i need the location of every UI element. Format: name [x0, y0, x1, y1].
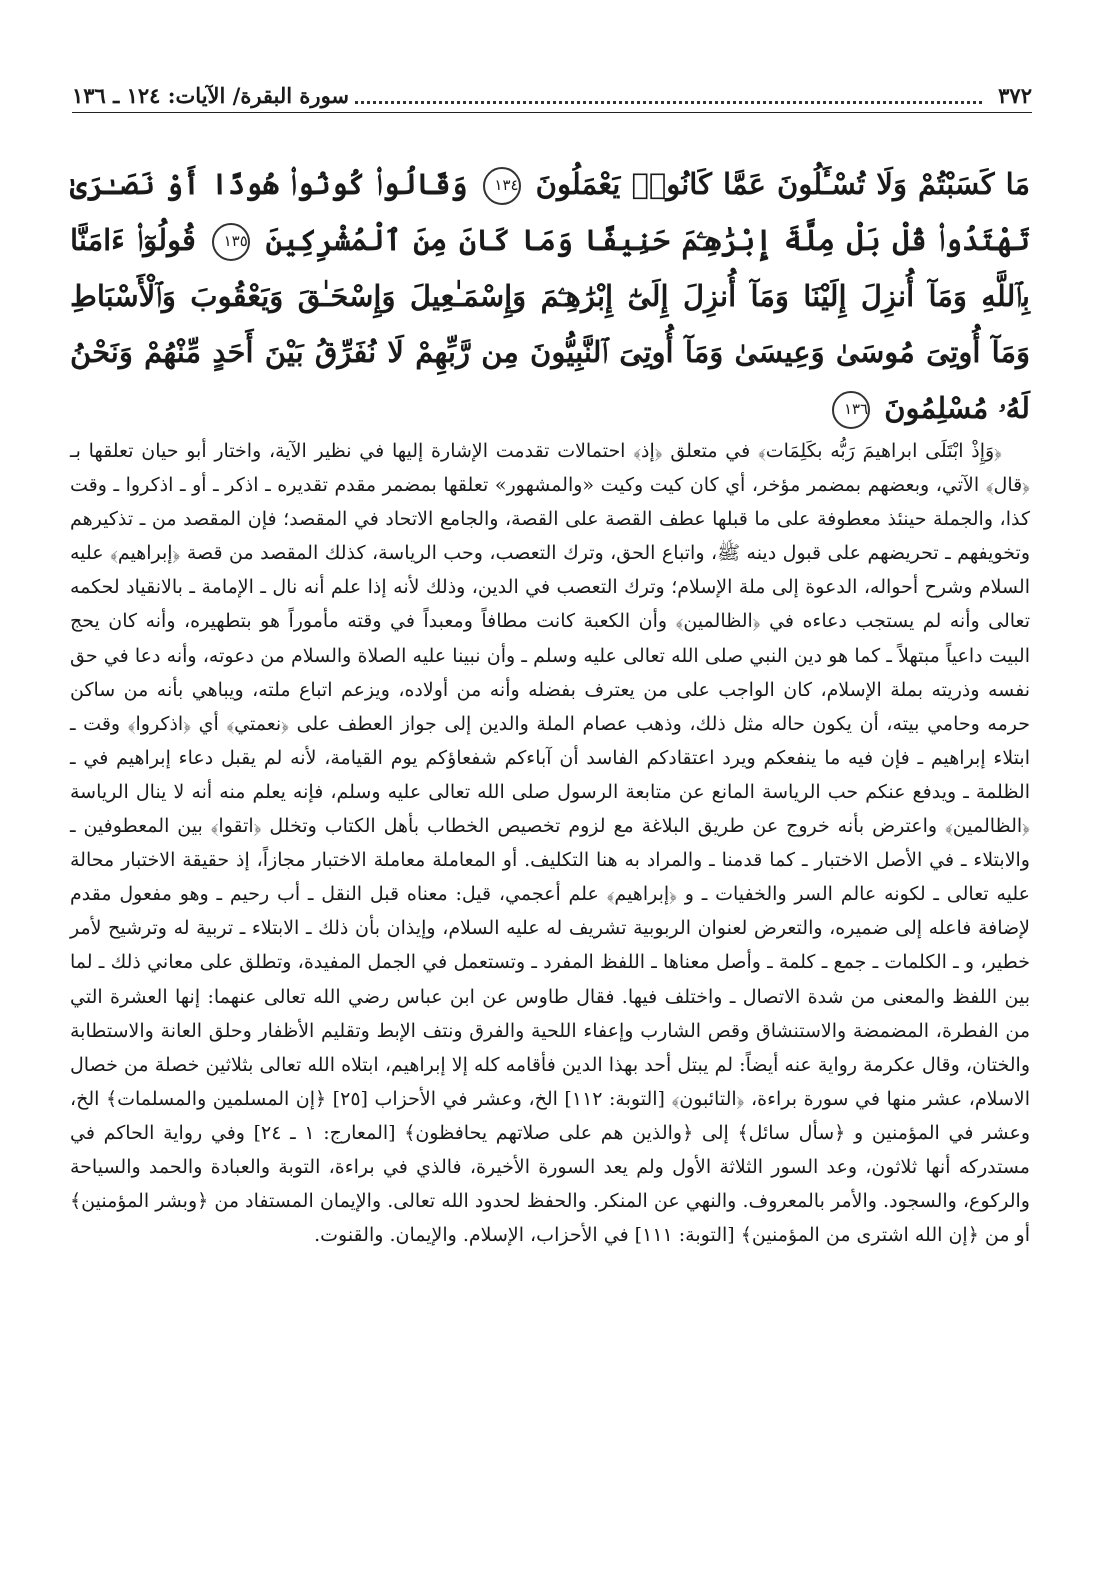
commentary-text	[70, 434, 1030, 1252]
quran-segment: قُولُوٓا۟ ءَامَنَّا بِٱللَّهِ وَمَآ أُنزِلَ إِلَيْنَا وَمَآ أُنزِلَ إِلَىٰٓ إِبْرَٰهِـۧمَ وَإِسْمَـٰعِيلَ وَإِسْحَـٰقَ وَيَعْقُوبَ وَٱلْأَسْبَاطِ وَمَآ أُوتِىَ مُوسَىٰ وَعِيسَىٰ وَمَآ أُوتِىَ ٱلنَّبِيُّونَ مِن رَّبِّهِمْ لَا نُفَرِّقُ بَيْنَ أَحَدٍ مِّنْهُمْ وَنَحْنُ لَهُۥ مُسْلِمُونَ	[70, 223, 1030, 425]
ayah-number-marker: ١٣٥	[212, 223, 250, 261]
commentary-line: مستدركه أنها ثلاثون، وعد السور الثلاثة الأول ولم يعد السورة الأخيرة، فالذي في براءة، التوبة والعبادة والحمد	[148, 1155, 1030, 1178]
quran-segment: مَا كَسَبْتُمْ وَلَا تُسْـَٔلُونَ عَمَّا كَانُوا۟ يَعْمَلُونَ	[535, 167, 1030, 201]
commentary-line: براءة، ﴿التائبون﴾ [التوبة: ١١٢] الخ، وعشر في الأحزاب [٢٥] ﴿إن المسلمين والمسلمات﴾ الخ، وعشر في	[70, 1087, 1031, 1144]
commentary-line: قبل النقل ـ أب رحيم ـ وهو مفعول مقدم لإضافة فاعله إلى ضميره، والتعرض لعنوان الربوبية تشريف له عليه السلام،	[70, 883, 1031, 940]
commentary-line: وتستعمل في الجمل المفيدة، وتطلق على معاني ذلك ـ لما بين اللفظ والمعنى من شدة الاتصال ـ واختلف فيها.	[70, 951, 1030, 1008]
header-dot-leader	[355, 87, 982, 104]
commentary-line: أبو حيان تعلقها بـ ﴿قال﴾ الآتي، وبعضهم بمضمر مؤخر، أي كان كيت وكيت «والمشهور» تعلقها بمضمر مقدم	[70, 440, 1030, 497]
commentary-line: تقديره ـ اذكر ـ أو ـ اذكروا ـ وقت كذا، والجملة حينئذ معطوفة على ما قبلها عطف القصة على القصة، والجامع	[70, 474, 1030, 531]
commentary-paragraph	[70, 434, 1030, 1252]
ayah-number-marker: ١٣٦	[832, 391, 870, 429]
commentary-line: وإيذان بأن ذلك ـ الابتلاء ـ تربية له وترشيح لأمر خطير، و ـ الكلمات ـ جمع ـ كلمة ـ وأصل معناها ـ اللفظ المفرد ـ	[70, 917, 1030, 974]
commentary-line: ﴿وبشر المؤمنين﴾ أو من ﴿إن الله اشترى من المؤمنين﴾ [التوبة: ١١١] في الأحزاب، الإسلام. والإيمان. والقنوت.	[70, 1190, 1030, 1247]
commentary-line: ﴿وَإِذْ ابْتَلَى ابراهيمَ رَبُّه بكَلِمَات﴾ في متعلق ﴿إذ﴾ احتمالات تقدمت الإشارة إليها في نظير الآية، واختار	[214, 440, 1002, 462]
commentary-line: الإسلام، كان الواجب على من يعترف بفضله وأنه من أولاده، ويزعم اتباع ملته، ويباهي بأنه من ساكن حرمه وحامي	[70, 678, 1030, 735]
commentary-line: ـ الظلمة ـ ويدفع عنكم حب الرياسة المانع عن متابعة الرسول صلى الله تعالى عليه وسلم، فإنه يعلم منه أنه لا ينال	[70, 746, 1031, 803]
quran-verses	[70, 156, 1030, 436]
commentary-line: ﴿الظالمين﴾ وأن الكعبة كانت مطافاً ومعبداً في وقته مأموراً هو بتطهيره، وأنه كان يحج البيت داعياً مبتهلاً ـ كما هو	[70, 610, 1031, 667]
header-title: سورة البقرة/ الآيات: ١٢٤ ـ ١٣٦	[72, 82, 350, 108]
commentary-line: التعصب، وحب الرياسة، كذلك المقصد من قصة ﴿إبراهيم﴾ عليه السلام وشرح أحواله، الدعوة إلى ملة الإسلام؛	[70, 542, 1030, 599]
commentary-line: ابتلاء إبراهيم ـ فإن فيه ما ينفعكم ويرد اعتقادكم الفاسد أن آباءكم شفعاؤكم يوم القيامة، لأنه لم يقبل دعاء إبراهيم في	[83, 746, 1031, 769]
commentary-line: المؤمنين و ﴿سأل سائل﴾ إلى ﴿والذين هم على صلاتهم يحافظون﴾ [المعارج: ١ ـ ٢٤] وفي رواية الحاكم في	[70, 1121, 940, 1144]
commentary-line: مجازاً، إذ حقيقة الاختبار محالة عليه تعالى ـ لكونه عالم السر والخفيات ـ و ﴿إبراهيم﴾ علم أعجمي، قيل: معناه	[70, 849, 1031, 906]
ayah-number-marker: ١٣٤	[483, 167, 521, 205]
commentary-line: وترك التعصب في الدين، وذلك لأنه إذا علم أنه نال ـ الإمامة ـ بالانقياد لحكمه تعالى وأنه لم يستجب دعاءه في	[70, 576, 1030, 633]
commentary-line: الاتحاد في المقصد؛ فإن المقصد من ـ تذكيرهم وتخويفهم ـ تحريضهم على قبول دينه ﷺ، واتباع الحق، وترك	[70, 508, 1030, 565]
commentary-line: الرياسة ﴿الظالمين﴾ واعترض بأنه خروج عن طريق البلاغة مع لزوم تخصيص الخطاب بأهل الكتاب وتخلل ﴿اتقوا﴾	[70, 780, 1030, 838]
commentary-line: دين النبي صلى الله تعالى عليه وسلم ـ وأن نبينا عليه الصلاة والسلام من دعوته، وأنه دعا في حق نفسه وذريته بملة	[70, 644, 1031, 701]
commentary-line: بيته، أن يكون حاله مثل ذلك، وذهب عصام الملة والدين إلى جواز العطف على ﴿نعمتي﴾ أي ﴿اذكروا﴾ وقت ـ	[70, 712, 920, 735]
commentary-line: بين المعطوفين ـ والابتلاء ـ في الأصل الاختبار ـ كما قدمنا ـ والمراد به هنا التكليف. أو المعاملة معاملة الاختبار	[70, 815, 1030, 872]
commentary-line: يبتل أحد بهذا الدين فأقامه كله إلا إبراهيم، ابتلاه الله تعالى بثلاثين خصلة من خصال الاسلام، عشر منها في سورة	[70, 1053, 1030, 1110]
commentary-line: وإعفاء اللحية والفرق ونتف الإبط وتقليم الأظفار وحلق العانة والاستطابة والختان، وقال عكرمة رواية عنه أيضاً: لم	[70, 1019, 1030, 1076]
commentary-line: والسياحة والركوع، والسجود. والأمر بالمعروف. والنهي عن المنكر. والحفظ لحدود الله تعالى. والإيمان المستفاد من	[70, 1155, 1030, 1213]
commentary-line: فقال طاوس عن ابن عباس رضي الله تعالى عنهما: إنها العشرة التي من الفطرة، المضمضة والاستنشاق وقص الشارب	[70, 985, 1031, 1042]
quran-segment: وَقَالُوا۟ كُونُوا۟ هُودًا أَوْ نَصَـٰرَىٰ تَهْتَدُوا۟ قُلْ بَلْ مِلَّةَ إِبْرَٰهِـۧمَ حَنِيفًا وَمَا كَانَ مِنَ ٱلْمُشْرِكِينَ	[70, 167, 1030, 257]
page-header	[72, 78, 1032, 113]
page-number: ٣٧٢	[998, 82, 1032, 108]
